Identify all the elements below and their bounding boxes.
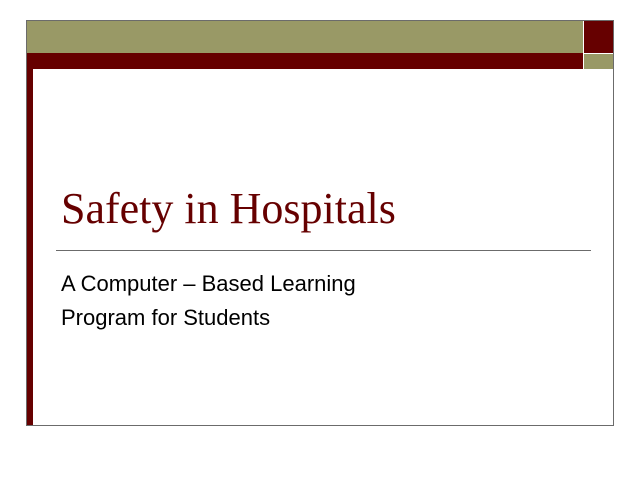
title-divider — [56, 250, 591, 251]
corner-maroon-square — [584, 21, 613, 53]
slide-title: Safety in Hospitals — [61, 184, 396, 233]
slide-subtitle — [61, 267, 561, 335]
subtitle-line-1: A Computer – Based Learning — [61, 271, 356, 296]
subtitle-line-2: Program for Students — [61, 305, 271, 330]
maroon-band — [27, 53, 583, 69]
top-olive-band — [27, 21, 583, 53]
slide — [26, 20, 614, 426]
left-maroon-bar — [27, 69, 33, 425]
corner-olive-square — [584, 54, 613, 69]
